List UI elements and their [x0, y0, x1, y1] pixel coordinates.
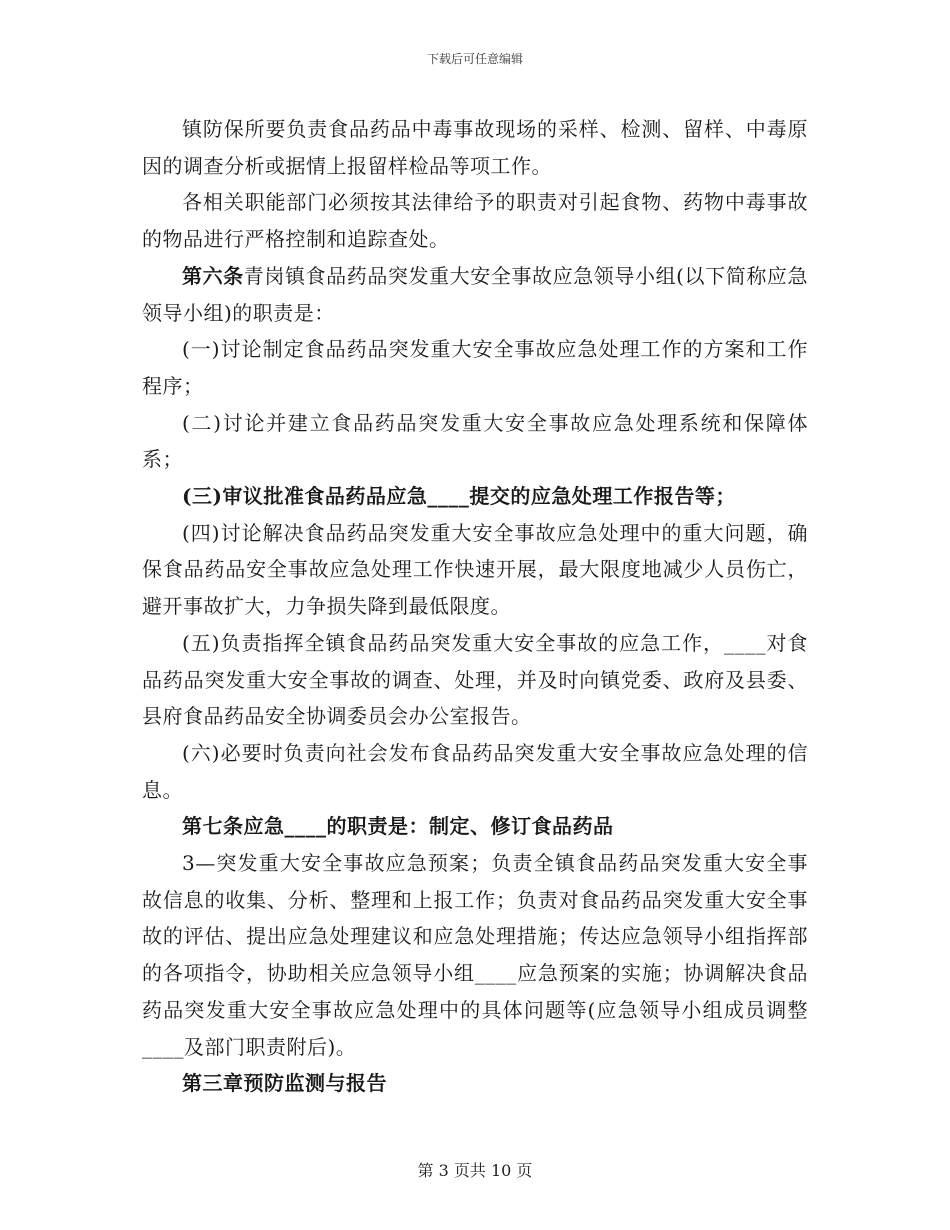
chapter-heading: 第三章预防监测与报告 — [182, 1071, 387, 1096]
list-item: (六)必要时负责向社会发布食品药品突发重大安全事故应急处理的信息。 — [142, 740, 808, 802]
paragraph: 各相关职能部门必须按其法律给予的职责对引起食物、药物中毒事故的物品进行严格控制和追踪查处。 — [142, 190, 808, 252]
article-label: 第六条 — [182, 263, 244, 288]
list-item: (五)负责指挥全镇食品药品突发重大安全事故的应急工作，____对食品药品突发重大安全事故的调查、处理，并及时向镇党委、政府及县委、县府食品药品安全协调委员会办公室报告。 — [142, 630, 808, 729]
article-7-heading: 第七条应急____的职责是：制定、修订食品药品 — [182, 814, 614, 839]
paragraph: 镇防保所要负责食品药品中毒事故现场的采样、检测、留样、中毒原因的调查分析或据情上报留样检品等项工作。 — [142, 117, 808, 178]
page-footer: 第 3 页共 10 页 — [417, 1161, 533, 1180]
article-text: 青岗镇食品药品突发重大安全事故应急领导小组(以下简称应急领导小组)的职责是： — [142, 263, 809, 325]
document-body — [142, 111, 808, 1102]
list-item: (三)审议批准食品药品应急____提交的应急处理工作报告等； — [182, 484, 736, 509]
paragraph-article-6 — [142, 258, 808, 331]
list-item: (二)讨论并建立食品药品突发重大安全事故应急处理系统和保障体系； — [142, 410, 808, 472]
list-item: (四)讨论解决食品药品突发重大安全事故应急处理中的重大问题，确保食品药品安全事故应急处理工作快速开展，最大限度地减少人员伤亡，避开事故扩大，力争损失降到最低限度。 — [142, 520, 808, 619]
list-item: (一)讨论制定食品药品突发重大安全事故应急处理工作的方案和工作程序； — [142, 337, 808, 398]
page-header: 下载后可任意编辑 — [426, 52, 523, 66]
paragraph: 3—突发重大安全事故应急预案；负责全镇食品药品突发重大安全事故信息的收集、分析、整理和上报工作；负责对食品药品突发重大安全事故的评估、提出应急处理建议和应急处理措施；传达应急领导小组指挥部的各项指令，协助相关应急领导小组____应急预案的实施；协调解决食品药品突发重大安全事故应急处理中的具体问题等(应急领导小组成员调整____及部门职责附后)。 — [142, 851, 808, 1059]
